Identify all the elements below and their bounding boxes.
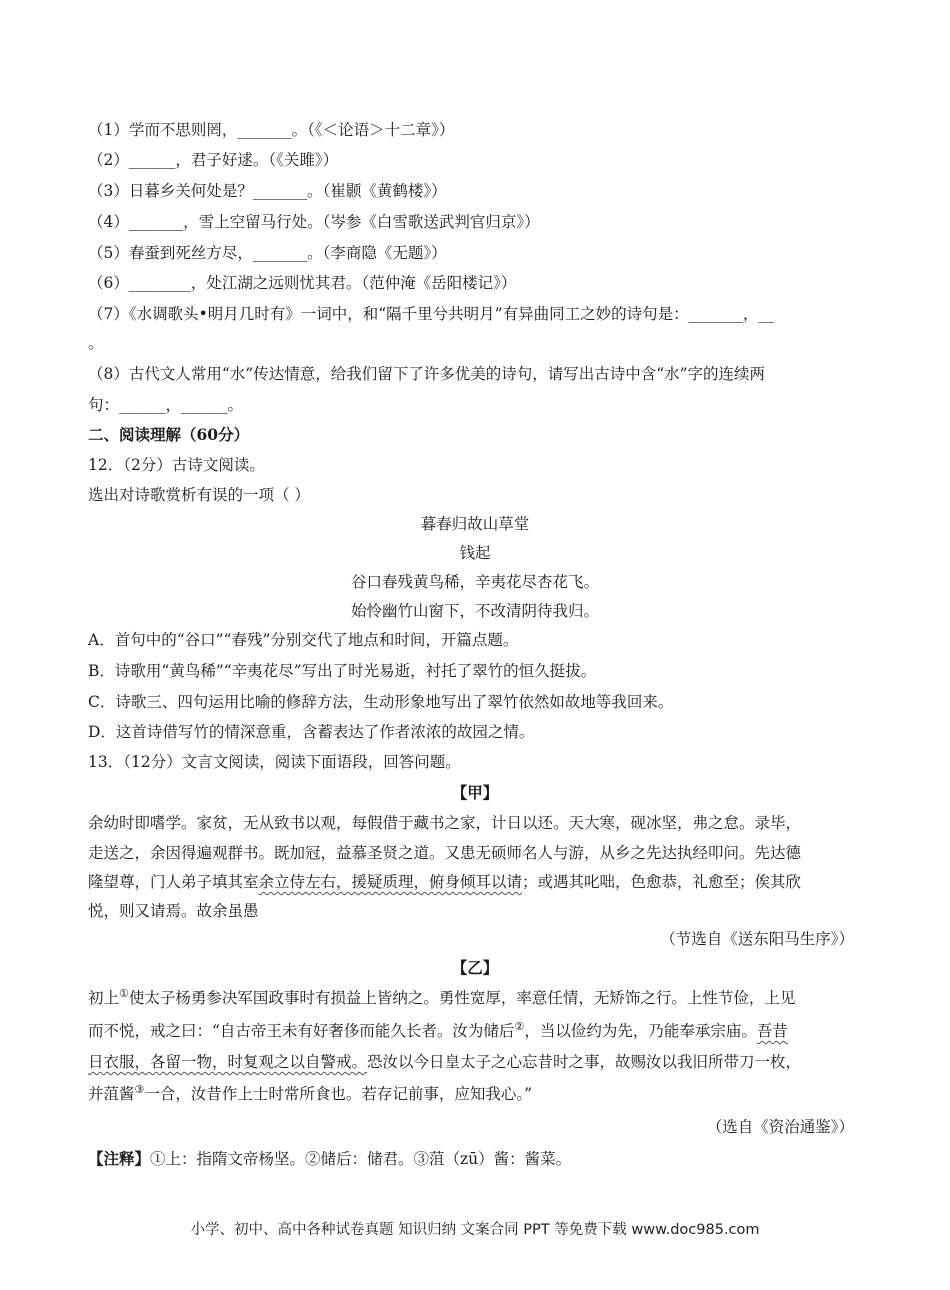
fill-blank-8: （8）古代文人常用“水”传达情意，给我们留下了许多优美的诗句，请写出古诗中含“水”字的连续两 [88,365,766,383]
yi-text: ，当以俭约为先，乃能奉承宗庙。 [524,1022,757,1040]
notes [88,1147,571,1169]
fill-blank-2: （2）______，君子好逑。（《关雎》） [88,151,339,169]
yi-text: 并菹酱 [88,1085,135,1103]
jia-text: ；或遇其叱咄，色愈恭，礼愈至；俟其欣 [522,873,802,891]
yi-text: 一合，汝昔作上士时常所食也。若存记前事，应知我心。” [144,1085,533,1103]
yi-text: 恐汝以今日皇太子之心忘昔时之事，故赐汝以我旧所带刀一枚， [367,1053,802,1071]
yi-text: 初上 [88,989,120,1007]
yi-line [88,986,795,1008]
page-footer: 小学、初中、高中各种试卷真题 知识归纳 文案合同 PPT 等免费下载 www.doc985.com [190,1222,760,1238]
yi-text: 使太子杨勇参决军国政事时有损益上皆纳之。勇性宽厚，率意任情，无矫饰之行。上性节俭，上见 [128,989,796,1007]
yi-text: 而不悦，戒之曰：“自古帝王未有好奢侈而能久长者。汝为储后 [88,1022,515,1040]
footnote-marker: ③ [134,1082,145,1096]
section-title: 二、阅读理解（60分） [88,425,250,444]
yi-source: （选自《资治通鉴》） [706,1118,854,1136]
option-d: D．这首诗借写竹的情深意重，含蓄表达了作者浓浓的故园之情。 [88,723,535,741]
yi-line [88,1050,801,1072]
fill-blank-4: （4）_______，雪上空留马行处。（岑参《白雪歌送武判官归京》） [88,213,540,231]
poem-author: 钱起 [459,544,491,562]
jia-line: 余幼时即嗜学。家贫，无从致书以观，每假借于藏书之家，计日以还。天大寒，砚冰坚，弗之怠。录毕， [88,814,802,832]
fill-blank-1: （1）学而不思则罔，_______。（《＜论语＞十二章》） [88,121,455,139]
q12-header: 12．（2分）古诗文阅读。 [88,456,265,474]
fill-blank-6: （6）________，处江湖之远则忧其君。（范仲淹《岳阳楼记》） [88,274,517,292]
yi-line [88,1019,788,1041]
poem-line: 始怜幽竹山窗下，不改清阴待我归。 [350,602,599,620]
yi-title: 【乙】 [451,958,499,977]
yi-line [88,1082,532,1104]
yi-wavy-text: 日衣服，各留一物，时复观之以自警戒。 [88,1053,368,1071]
jia-text: 隆望尊，门人弟子填其室 [88,873,259,891]
footnote-marker: ② [514,1019,525,1033]
jia-line: 悦，则又请焉。故余虽愚 [88,902,259,920]
fill-blank-7: （7）《水调歌头•明月几时有》一词中，和“隔千里兮共明月”有异曲同工之妙的诗句是：_______，__ [88,305,774,323]
jia-line: 走送之，余因得遍观群书。既加冠，益慕圣贤之道。又患无硕师名人与游，从乡之先达执经叩问。先达德 [88,844,802,862]
option-b: B．诗歌用“黄鸟稀”“辛夷花尽”写出了时光易逝，衬托了翠竹的恒久挺拔。 [88,662,597,680]
fill-blank-7-cont: 。 [88,334,104,352]
yi-wavy-text: 吾昔 [756,1022,788,1040]
notes-label: 【注释】 [88,1149,151,1168]
jia-line [88,870,801,892]
notes-text: ①上：指隋文帝杨坚。②储后：储君。③菹（zū）酱：酱菜。 [150,1150,572,1168]
option-c: C．诗歌三、四句运用比喻的修辞方法，生动形象地写出了翠竹依然如故地等我回来。 [88,693,674,711]
jia-wavy-text: 余立侍左右，援疑质理，俯身倾耳以请 [258,873,523,891]
jia-title: 【甲】 [451,783,499,802]
fill-blank-8-cont: 句：______，______。 [88,396,244,414]
footnote-marker: ① [119,986,129,1000]
jia-source: （节选自《送东阳马生序》） [660,930,854,948]
q12-prompt: 选出对诗歌赏析有误的一项（ ） [88,486,310,504]
fill-blank-3: （3）日暮乡关何处是？_______。（崔颢《黄鹤楼》） [88,182,447,200]
option-a: A．首句中的“谷口”“春残”分别交代了地点和时间，开篇点题。 [88,631,519,649]
q13-header: 13．（12分）文言文阅读，阅读下面语段，回答问题。 [88,753,461,771]
poem-title: 暮春归故山草堂 [420,515,530,533]
fill-blank-5: （5）春蚕到死丝方尽，_______。（李商隐《无题》） [88,244,447,262]
poem-line: 谷口春残黄鸟稀，辛夷花尽杏花飞。 [350,573,599,591]
